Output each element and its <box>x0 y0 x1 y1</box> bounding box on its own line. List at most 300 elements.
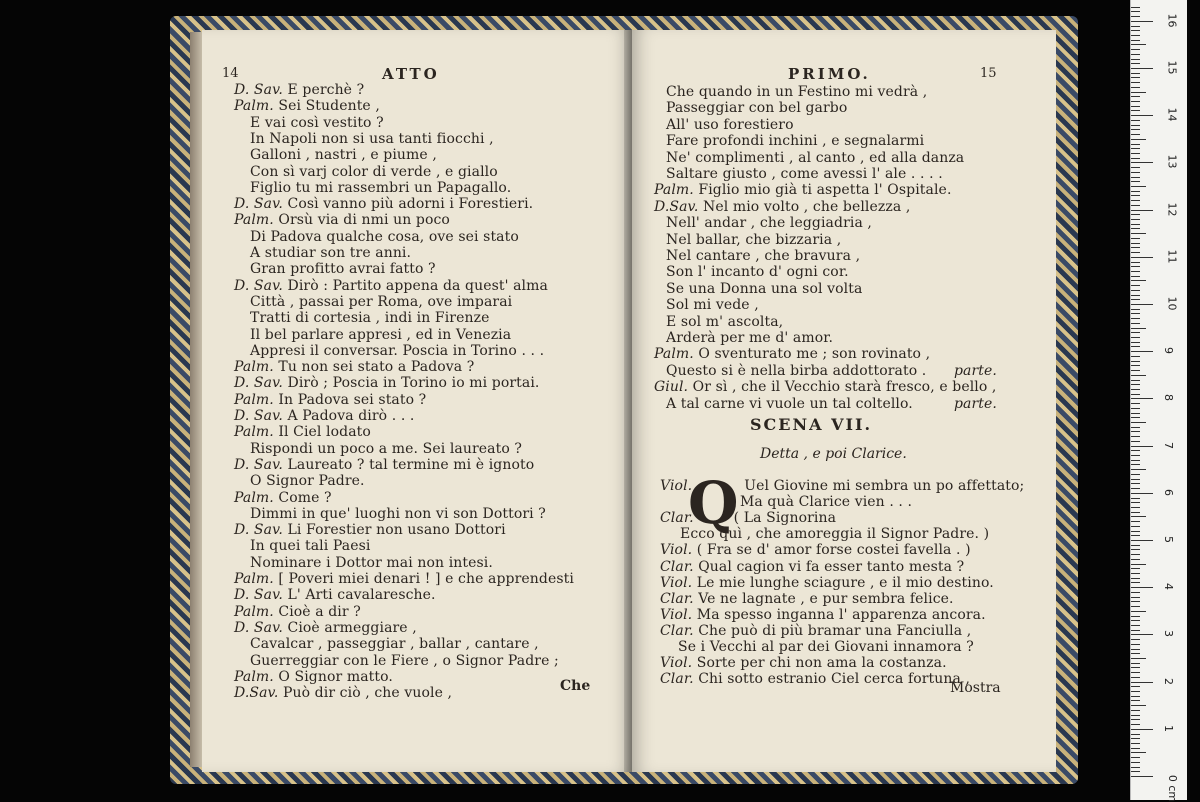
speaker-name: Viol. <box>660 606 693 623</box>
ruler-tick <box>1131 73 1140 74</box>
text-line <box>250 636 539 652</box>
line-text: E perchè ? <box>282 82 365 98</box>
ruler-tick <box>1131 380 1140 381</box>
ruler-number: 15 <box>1165 60 1179 75</box>
text-line <box>234 669 393 685</box>
speaker-name: D.Sav. <box>654 198 699 215</box>
ruler-tick <box>1131 616 1140 617</box>
ruler-tick <box>1131 625 1140 626</box>
text-line <box>234 457 534 473</box>
ruler-tick <box>1131 630 1140 631</box>
text-line <box>740 494 912 510</box>
text-line <box>654 379 996 395</box>
ruler-tick <box>1131 30 1140 31</box>
ruler-tick <box>1131 92 1146 93</box>
ruler-tick <box>1131 106 1140 107</box>
speaker-name: D. Sav. <box>234 196 283 213</box>
ruler-number: 16 <box>1165 13 1179 28</box>
drop-cap: Q <box>688 469 739 537</box>
ruler-tick <box>1131 564 1146 565</box>
text-line <box>666 166 943 182</box>
line-text: Città , passai per Roma, ove imparai <box>250 293 513 310</box>
ruler-tick <box>1131 403 1140 404</box>
ruler-number: 7 <box>1162 441 1175 449</box>
ruler-tick <box>1131 738 1140 739</box>
text-line <box>250 115 384 131</box>
line-text: Nel mio volto , che bellezza , <box>698 198 911 215</box>
line-text: Il bel parlare appresi , ed in Venezia <box>250 326 512 343</box>
catchword-left: Che <box>560 678 591 694</box>
speaker-name: Palm. <box>234 424 274 441</box>
line-text: Qual cagion vi fa esser tanto mesta ? <box>693 558 965 575</box>
line-text: Passeggiar con bel garbo <box>666 100 848 117</box>
ruler-tick <box>1131 318 1140 319</box>
ruler-unit-label: 0 cm <box>1166 774 1180 802</box>
text-line <box>234 375 539 391</box>
ruler-tick <box>1131 120 1140 121</box>
line-text: O sventurato me ; son rovinato , <box>693 346 931 363</box>
ruler-tick <box>1131 262 1140 263</box>
text-line <box>660 591 954 607</box>
line-text: In Napoli non si usa tanti fiocchi , <box>250 130 494 147</box>
measurement-ruler <box>1130 0 1187 800</box>
ruler-tick <box>1131 483 1140 484</box>
ruler-number: 11 <box>1165 249 1179 264</box>
ruler-tick <box>1131 271 1140 272</box>
ruler-tick <box>1131 224 1140 225</box>
page-number-left: 14 <box>222 66 239 81</box>
speaker-name: Palm. <box>234 359 274 376</box>
ruler-number: 12 <box>1165 202 1179 217</box>
speaker-name: Clar. <box>660 590 694 607</box>
ruler-number: 6 <box>1162 488 1175 496</box>
text-line <box>680 526 989 542</box>
speaker-name: Palm. <box>234 391 274 408</box>
ruler-tick <box>1131 59 1140 60</box>
text-line <box>666 281 862 297</box>
text-line <box>666 84 927 100</box>
text-line <box>654 199 910 215</box>
ruler-tick <box>1131 705 1146 706</box>
ruler-tick <box>1131 290 1140 291</box>
text-line <box>660 510 836 526</box>
line-text: Può dir ciò , che vuole , <box>278 685 453 702</box>
ruler-tick <box>1131 35 1140 36</box>
ruler-tick <box>1131 328 1146 329</box>
text-line <box>660 542 971 558</box>
text-line <box>660 655 947 671</box>
ruler-tick <box>1131 611 1146 612</box>
line-text: Che può di più bramar una Fanciulla , <box>693 622 972 639</box>
line-text: Nel cantare , che bravura , <box>666 248 861 264</box>
ruler-tick <box>1131 431 1140 432</box>
ruler-tick <box>1131 479 1140 480</box>
line-text: Figlio mio già ti aspetta l' Ospitale. <box>693 182 952 199</box>
ruler-tick <box>1131 677 1140 678</box>
ruler-tick <box>1131 313 1140 314</box>
ruler-tick <box>1131 172 1140 173</box>
ruler-tick <box>1131 719 1140 720</box>
ruler-tick <box>1131 257 1153 258</box>
line-text: Saltare giusto , come avessi l' ale . . . . <box>666 166 943 182</box>
text-line <box>234 278 548 294</box>
ruler-tick <box>1131 96 1140 97</box>
ruler-tick <box>1131 63 1140 64</box>
ruler-number: 5 <box>1162 536 1175 543</box>
ruler-tick <box>1131 243 1140 244</box>
ruler-tick <box>1131 767 1140 768</box>
speaker-name: Palm. <box>234 212 274 229</box>
ruler-tick <box>1131 40 1140 41</box>
ruler-tick <box>1131 44 1146 45</box>
ruler-tick <box>1131 280 1146 281</box>
speaker-name: D. Sav. <box>234 587 283 604</box>
ruler-tick <box>1131 582 1140 583</box>
ruler-tick <box>1131 134 1140 135</box>
ruler-tick <box>1131 247 1140 248</box>
ruler-number: 4 <box>1162 583 1175 591</box>
line-text: Tratti di cortesia , indi in Firenze <box>250 310 490 327</box>
ruler-tick <box>1131 771 1140 772</box>
ruler-tick <box>1131 370 1140 371</box>
text-line <box>666 314 783 330</box>
text-line <box>660 575 994 591</box>
text-line <box>250 164 498 180</box>
text-line <box>234 490 332 506</box>
line-text: ( Fra se d' amor forse costei favella . ) <box>692 542 971 559</box>
line-text: A tal carne vi vuole un tal coltello. <box>666 395 913 412</box>
ruler-tick <box>1131 672 1140 673</box>
text-line <box>660 623 971 639</box>
speaker-name: Palm. <box>234 98 274 115</box>
speaker-name: D. Sav. <box>234 408 283 424</box>
ruler-tick <box>1131 398 1153 399</box>
speaker-name: Clar. <box>660 558 694 575</box>
ruler-tick <box>1131 597 1140 598</box>
ruler-tick <box>1131 384 1140 385</box>
ruler-tick <box>1131 667 1140 668</box>
line-text: Sei Studente , <box>273 98 380 115</box>
ruler-tick <box>1131 195 1140 196</box>
speaker-name: Viol. <box>660 655 693 672</box>
line-text: O Signor matto. <box>273 668 393 685</box>
ruler-tick <box>1131 129 1140 130</box>
line-text: A studiar son tre anni. <box>250 245 412 261</box>
text-line <box>250 310 489 326</box>
ruler-tick <box>1131 139 1146 140</box>
text-line <box>666 330 833 346</box>
ruler-tick <box>1131 54 1140 55</box>
line-text: Figlio tu mi rassembri un Papagallo. <box>250 179 512 196</box>
line-text: Di Padova qualche cosa, ove sei stato <box>250 228 519 245</box>
line-text: Dirò : Partito appena da quest' alma <box>282 277 548 294</box>
line-text: Ne' complimenti , al canto , ed alla danza <box>666 149 965 166</box>
ruler-tick <box>1131 144 1140 145</box>
ruler-tick <box>1131 49 1140 50</box>
text-line <box>666 133 924 149</box>
line-text: Ve ne lagnate , e pur sembra felice. <box>693 590 954 607</box>
ruler-tick <box>1131 729 1153 730</box>
speaker-name: D. Sav. <box>234 522 283 539</box>
ruler-tick <box>1131 299 1140 300</box>
ruler-tick <box>1131 177 1140 178</box>
ruler-tick <box>1131 493 1153 494</box>
text-line <box>250 473 365 489</box>
page-number-right: 15 <box>980 66 997 81</box>
line-text: Gran profitto avrai fatto ? <box>250 261 436 278</box>
ruler-number: 9 <box>1162 347 1175 355</box>
speaker-name: Palm. <box>234 603 274 620</box>
ruler-tick <box>1131 181 1140 182</box>
text-line <box>666 396 913 412</box>
text-line <box>250 180 511 196</box>
speaker-name: D. Sav. <box>234 277 283 294</box>
line-text: Così vanno più adorni i Forestieri. <box>282 196 534 213</box>
text-line <box>250 506 546 522</box>
text-line <box>666 117 794 133</box>
line-text: ( La Signorina <box>733 510 837 527</box>
line-text: E sol m' ascolta, <box>666 313 784 330</box>
speaker-name: Palm. <box>234 571 274 587</box>
ruler-tick <box>1131 587 1153 588</box>
line-text: Li Forestier non usano Dottori <box>282 522 506 539</box>
ruler-tick <box>1131 686 1140 687</box>
ruler-tick <box>1131 488 1140 489</box>
speaker-name: Clar. <box>660 622 694 639</box>
ruler-tick <box>1131 691 1140 692</box>
line-text: [ Poveri miei denari ! ] e che apprendesti <box>273 571 574 587</box>
ruler-tick <box>1131 26 1140 27</box>
ruler-tick <box>1131 559 1140 560</box>
line-text: Questo si è nella birba addottorato . <box>666 362 927 379</box>
ruler-tick <box>1131 167 1140 168</box>
ruler-tick <box>1131 743 1140 744</box>
ruler-tick <box>1131 285 1140 286</box>
ruler-tick <box>1131 375 1146 376</box>
line-text: Cioè armeggiare , <box>282 619 417 636</box>
ruler-tick <box>1131 724 1140 725</box>
speaker-name: Viol. <box>660 478 693 494</box>
ruler-tick <box>1131 228 1140 229</box>
speaker-name: D. Sav. <box>234 619 283 636</box>
text-line <box>234 196 533 212</box>
text-line <box>234 522 506 538</box>
ruler-tick <box>1131 606 1140 607</box>
ruler-tick <box>1131 639 1140 640</box>
ruler-tick <box>1131 238 1140 239</box>
ruler-number: 13 <box>1165 154 1179 169</box>
ruler-tick <box>1131 460 1140 461</box>
line-text: Orsù via di nmi un poco <box>273 212 450 229</box>
line-text: Laureato ? tal termine mi è ignoto <box>282 456 535 473</box>
speaker-name: D. Sav. <box>234 375 283 392</box>
ruler-tick <box>1131 389 1140 390</box>
ruler-tick <box>1131 545 1140 546</box>
ruler-tick <box>1131 540 1153 541</box>
ruler-tick <box>1131 158 1140 159</box>
speaker-name: Clar. <box>660 671 694 688</box>
speaker-name: Palm. <box>234 489 274 506</box>
ruler-tick <box>1131 162 1153 163</box>
ruler-tick <box>1131 446 1153 447</box>
line-text: Con sì varj color di verde , e giallo <box>250 163 498 180</box>
speaker-name: Giul. <box>654 379 689 396</box>
speaker-name: Palm. <box>654 182 694 199</box>
ruler-tick <box>1131 658 1146 659</box>
ruler-number: 2 <box>1162 677 1175 685</box>
text-line <box>654 346 930 362</box>
line-text: Chi sotto estranio Ciel cerca fortuna , <box>693 671 971 688</box>
ruler-tick <box>1131 474 1140 475</box>
ruler-tick <box>1131 516 1146 517</box>
ruler-tick <box>1131 436 1140 437</box>
ruler-tick <box>1131 82 1140 83</box>
ruler-tick <box>1131 620 1140 621</box>
ruler-tick <box>1131 115 1153 116</box>
ruler-tick <box>1131 696 1140 697</box>
line-text: Cavalcar , passeggiar , ballar , cantare , <box>250 636 539 653</box>
text-line <box>666 363 926 379</box>
ruler-tick <box>1131 276 1140 277</box>
text-line <box>250 538 370 554</box>
ruler-tick <box>1131 776 1153 777</box>
line-text: E vai così vestito ? <box>250 114 384 131</box>
ruler-tick <box>1131 734 1140 735</box>
line-text: Guerreggiar con le Fiere , o Signor Padre ; <box>250 652 559 669</box>
stage-direction: parte. <box>954 395 997 412</box>
speaker-name: Clar. <box>660 510 694 527</box>
ruler-tick <box>1131 351 1153 352</box>
ruler-number: 8 <box>1162 394 1175 402</box>
text-line <box>666 297 759 313</box>
line-text: All' uso forestiero <box>666 116 794 133</box>
running-header-right: PRIMO. <box>788 65 871 83</box>
ruler-tick <box>1131 252 1140 253</box>
ruler-tick <box>1131 531 1140 532</box>
line-text: Le mie lunghe sciagure , e il mio destino. <box>692 574 994 591</box>
text-line <box>250 441 522 457</box>
text-line <box>234 604 361 620</box>
ruler-tick <box>1131 512 1140 513</box>
speaker-name: Palm. <box>654 346 694 363</box>
ruler-tick <box>1131 634 1153 635</box>
speaker-name: D. Sav. <box>234 82 283 98</box>
ruler-tick <box>1131 205 1140 206</box>
text-line <box>250 229 519 245</box>
ruler-tick <box>1131 219 1140 220</box>
line-text: Nel ballar, che bizzaria , <box>666 231 842 248</box>
line-text: Il Ciel lodato <box>273 424 371 441</box>
ruler-tick <box>1131 464 1140 465</box>
scene-title: SCENA VII. <box>750 415 873 434</box>
line-text: L' Arti cavalaresche. <box>282 587 436 604</box>
text-line <box>660 671 970 687</box>
speaker-name: Palm. <box>234 668 274 685</box>
ruler-tick <box>1131 554 1140 555</box>
line-text: Fare profondi inchini , e segnalarmi <box>666 133 925 150</box>
ruler-tick <box>1131 361 1140 362</box>
ruler-tick <box>1131 295 1140 296</box>
ruler-tick <box>1131 663 1140 664</box>
text-line <box>250 327 511 343</box>
line-text: In quei tali Paesi <box>250 538 371 555</box>
text-line <box>234 587 436 603</box>
text-line <box>234 620 417 636</box>
speaker-name: Viol. <box>660 574 693 591</box>
line-text: Se i Vecchi al par dei Giovani innamora ? <box>678 639 974 655</box>
ruler-tick <box>1131 408 1140 409</box>
text-line <box>660 607 986 623</box>
text-line <box>250 245 411 261</box>
ruler-tick <box>1131 346 1140 347</box>
speaker-name: D.Sav. <box>234 685 279 702</box>
line-text: Dirò ; Poscia in Torino io mi portai. <box>282 375 540 392</box>
line-text: Son l' incanto d' ogni cor. <box>666 264 849 281</box>
ruler-tick <box>1131 394 1140 395</box>
ruler-tick <box>1131 16 1140 17</box>
ruler-tick <box>1131 337 1140 338</box>
running-header-left: ATTO <box>382 65 440 83</box>
ruler-tick <box>1131 502 1140 503</box>
text-line <box>250 555 493 571</box>
ruler-tick <box>1131 427 1140 428</box>
text-line <box>666 150 964 166</box>
ruler-tick <box>1131 573 1140 574</box>
ruler-tick <box>1131 356 1140 357</box>
line-text: Ma spesso inganna l' apparenza ancora. <box>692 606 986 623</box>
ruler-tick <box>1131 7 1140 8</box>
text-line <box>234 392 426 408</box>
ruler-tick <box>1131 422 1146 423</box>
ruler-tick <box>1131 266 1140 267</box>
text-line <box>250 653 559 669</box>
ruler-tick <box>1131 549 1140 550</box>
text-line <box>234 571 574 587</box>
ruler-tick <box>1131 153 1140 154</box>
text-line <box>250 294 512 310</box>
text-line <box>660 478 1024 494</box>
text-line <box>660 559 964 575</box>
line-text: A Padova dirò . . . <box>282 408 415 424</box>
text-line <box>234 408 414 424</box>
ruler-tick <box>1131 682 1153 683</box>
ruler-tick <box>1131 110 1140 111</box>
text-line <box>666 232 841 248</box>
ruler-tick <box>1131 498 1140 499</box>
ruler-tick <box>1131 592 1140 593</box>
text-line <box>666 248 860 264</box>
ruler-number: 3 <box>1162 630 1175 638</box>
speaker-name: Viol. <box>660 542 693 559</box>
text-line <box>250 147 437 163</box>
ruler-tick <box>1131 148 1140 149</box>
line-text: Come ? <box>273 489 332 506</box>
text-line <box>666 264 849 280</box>
ruler-number: 14 <box>1165 107 1179 122</box>
line-text: Or sì , che il Vecchio starà fresco, e bello , <box>688 379 997 396</box>
ruler-tick <box>1131 507 1140 508</box>
ruler-tick <box>1131 762 1140 763</box>
ruler-tick <box>1131 601 1140 602</box>
ruler-tick <box>1131 644 1140 645</box>
ruler-tick <box>1131 700 1140 701</box>
scene-subtitle: Detta , e poi Clarice. <box>760 446 907 462</box>
ruler-number: 1 <box>1162 724 1175 732</box>
line-text: Sol mi vede , <box>666 297 759 314</box>
ruler-tick <box>1131 417 1140 418</box>
line-text: Ma quà Clarice vien . . . <box>740 494 913 511</box>
text-line <box>250 343 544 359</box>
